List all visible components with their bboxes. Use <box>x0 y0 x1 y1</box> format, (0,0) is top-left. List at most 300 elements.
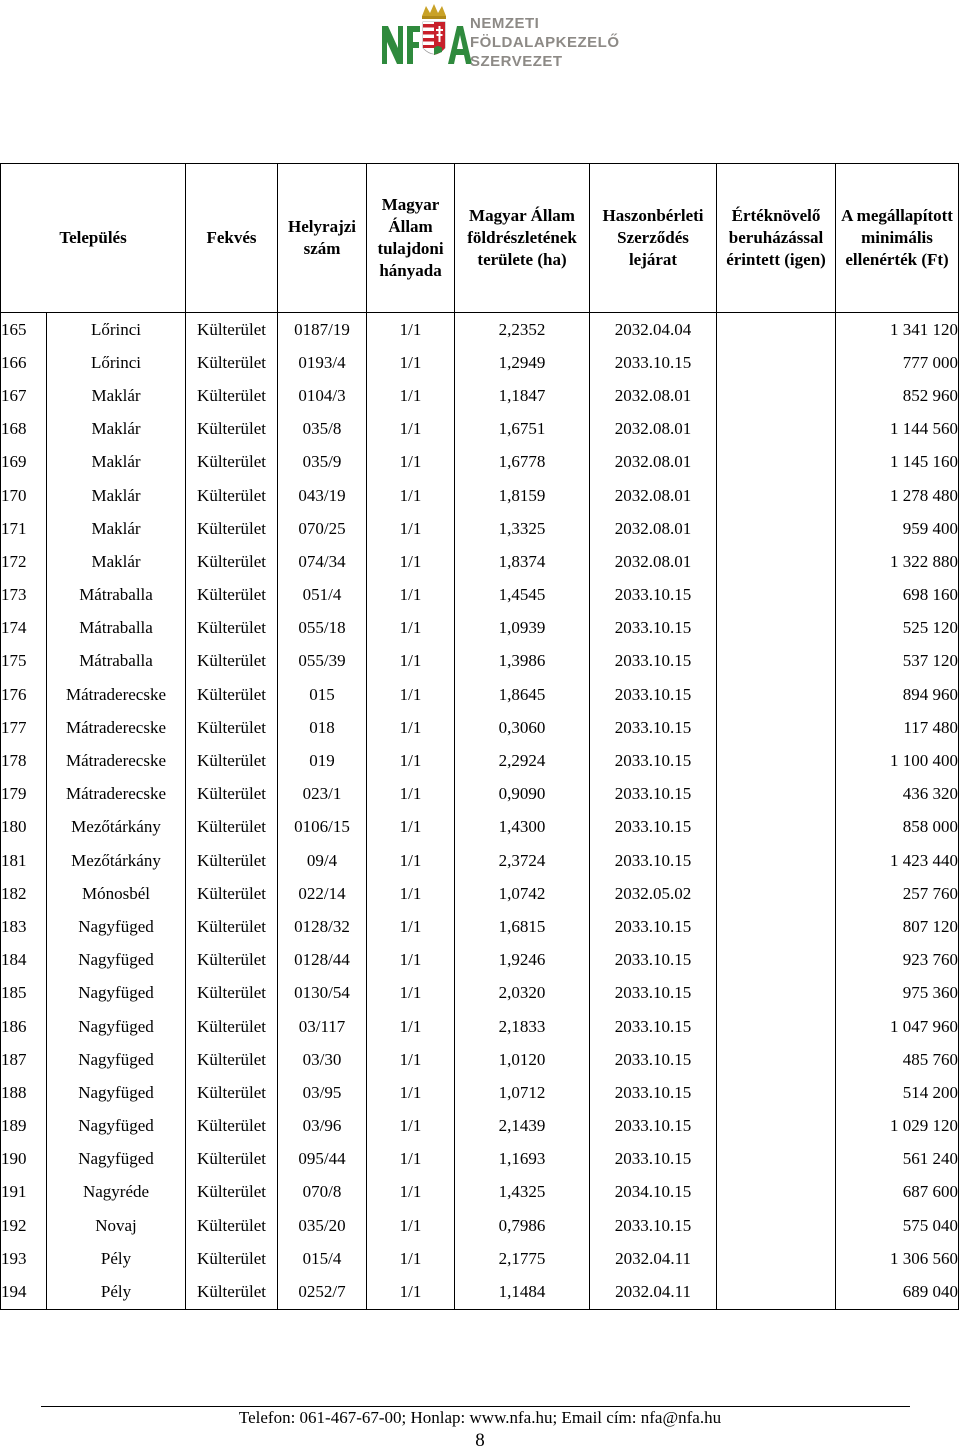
cell-area: 2,1775 <box>455 1242 590 1275</box>
cell-min-price: 777 000 <box>836 346 959 379</box>
org-name-line: SZERVEZET <box>470 53 563 70</box>
cell-row-number: 181 <box>1 844 47 877</box>
cell-lot-number: 095/44 <box>278 1143 367 1176</box>
cell-state-share: 1/1 <box>367 1209 455 1242</box>
cell-row-number: 185 <box>1 977 47 1010</box>
cell-area: 0,3060 <box>455 711 590 744</box>
cell-investment <box>717 977 836 1010</box>
cell-lot-number: 055/39 <box>278 645 367 678</box>
cell-place: Mátraballa <box>47 612 186 645</box>
cell-investment <box>717 811 836 844</box>
cell-row-number: 178 <box>1 744 47 777</box>
table-row <box>1 977 959 1010</box>
cell-location: Külterület <box>186 1242 278 1275</box>
cell-state-share: 1/1 <box>367 910 455 943</box>
cell-state-share: 1/1 <box>367 1043 455 1076</box>
cell-lease-expiry: 2032.04.11 <box>590 1275 717 1309</box>
cell-area: 1,8374 <box>455 545 590 578</box>
cell-area: 1,2949 <box>455 346 590 379</box>
cell-investment <box>717 479 836 512</box>
cell-min-price: 561 240 <box>836 1143 959 1176</box>
table-row <box>1 910 959 943</box>
cell-investment <box>717 1076 836 1109</box>
cell-investment <box>717 612 836 645</box>
cell-location: Külterület <box>186 1043 278 1076</box>
table-row <box>1 346 959 379</box>
cell-row-number: 179 <box>1 778 47 811</box>
cell-area: 1,0712 <box>455 1076 590 1109</box>
cell-min-price: 117 480 <box>836 711 959 744</box>
cell-area: 0,9090 <box>455 778 590 811</box>
cell-min-price: 436 320 <box>836 778 959 811</box>
cell-area: 2,3724 <box>455 844 590 877</box>
cell-place: Nagyfüged <box>47 1143 186 1176</box>
cell-location: Külterület <box>186 313 278 347</box>
cell-location: Külterület <box>186 1110 278 1143</box>
cell-min-price: 1 144 560 <box>836 413 959 446</box>
cell-investment <box>717 678 836 711</box>
cell-lot-number: 051/4 <box>278 579 367 612</box>
cell-state-share: 1/1 <box>367 313 455 347</box>
cell-row-number: 175 <box>1 645 47 678</box>
cell-location: Külterület <box>186 645 278 678</box>
cell-lot-number: 035/8 <box>278 413 367 446</box>
cell-min-price: 1 047 960 <box>836 1010 959 1043</box>
cell-place: Pély <box>47 1275 186 1309</box>
table-row <box>1 944 959 977</box>
cell-state-share: 1/1 <box>367 1176 455 1209</box>
cell-place: Pély <box>47 1242 186 1275</box>
cell-lease-expiry: 2033.10.15 <box>590 346 717 379</box>
cell-area: 1,4545 <box>455 579 590 612</box>
col-header-min-price: A megállapított minimális ellenérték (Ft) <box>836 164 959 313</box>
cell-state-share: 1/1 <box>367 545 455 578</box>
cell-area: 1,4325 <box>455 1176 590 1209</box>
cell-investment <box>717 512 836 545</box>
table-row <box>1 778 959 811</box>
cell-state-share: 1/1 <box>367 744 455 777</box>
cell-investment <box>717 944 836 977</box>
cell-lease-expiry: 2032.04.04 <box>590 313 717 347</box>
cell-investment <box>717 877 836 910</box>
cell-lot-number: 070/25 <box>278 512 367 545</box>
table-row <box>1 512 959 545</box>
cell-min-price: 689 040 <box>836 1275 959 1309</box>
cell-row-number: 169 <box>1 446 47 479</box>
cell-lease-expiry: 2032.08.01 <box>590 512 717 545</box>
table-row <box>1 877 959 910</box>
table-row <box>1 545 959 578</box>
cell-area: 1,1484 <box>455 1275 590 1309</box>
cell-lot-number: 0130/54 <box>278 977 367 1010</box>
cell-area: 1,3325 <box>455 512 590 545</box>
col-header-location: Fekvés <box>186 164 278 313</box>
cell-state-share: 1/1 <box>367 612 455 645</box>
table-row <box>1 379 959 412</box>
cell-min-price: 514 200 <box>836 1076 959 1109</box>
cell-lot-number: 03/117 <box>278 1010 367 1043</box>
cell-lot-number: 0106/15 <box>278 811 367 844</box>
cell-investment <box>717 844 836 877</box>
cell-row-number: 190 <box>1 1143 47 1176</box>
cell-area: 2,0320 <box>455 977 590 1010</box>
cell-place: Mátraballa <box>47 645 186 678</box>
cell-row-number: 182 <box>1 877 47 910</box>
cell-place: Mátraderecske <box>47 778 186 811</box>
cell-place: Nagyfüged <box>47 977 186 1010</box>
cell-lease-expiry: 2033.10.15 <box>590 944 717 977</box>
cell-lot-number: 035/9 <box>278 446 367 479</box>
cell-investment <box>717 579 836 612</box>
cell-lot-number: 0128/44 <box>278 944 367 977</box>
cell-location: Külterület <box>186 346 278 379</box>
cell-min-price: 1 306 560 <box>836 1242 959 1275</box>
cell-location: Külterület <box>186 778 278 811</box>
cell-location: Külterület <box>186 512 278 545</box>
table-row <box>1 1209 959 1242</box>
org-name-line: FÖLDALAPKEZELŐ <box>470 34 620 51</box>
cell-place: Maklár <box>47 545 186 578</box>
coat-of-arms-icon <box>423 22 445 55</box>
address-line: Székhely: 1149 Budapest, Bosnyák tér 5. <box>332 89 628 109</box>
cell-location: Külterület <box>186 545 278 578</box>
table-row <box>1 1110 959 1143</box>
table-row <box>1 446 959 479</box>
cell-lease-expiry: 2032.05.02 <box>590 877 717 910</box>
cell-min-price: 1 029 120 <box>836 1110 959 1143</box>
table-row <box>1 579 959 612</box>
cell-investment <box>717 744 836 777</box>
table-row <box>1 1010 959 1043</box>
cell-min-price: 1 341 120 <box>836 313 959 347</box>
table-row <box>1 1275 959 1309</box>
cell-row-number: 191 <box>1 1176 47 1209</box>
cell-lot-number: 023/1 <box>278 778 367 811</box>
cell-row-number: 188 <box>1 1076 47 1109</box>
cell-area: 2,1833 <box>455 1010 590 1043</box>
cell-min-price: 575 040 <box>836 1209 959 1242</box>
cell-area: 1,6778 <box>455 446 590 479</box>
cell-state-share: 1/1 <box>367 1275 455 1309</box>
cell-lease-expiry: 2033.10.15 <box>590 711 717 744</box>
cell-row-number: 168 <box>1 413 47 446</box>
cell-place: Nagyfüged <box>47 910 186 943</box>
cell-place: Mátraballa <box>47 579 186 612</box>
cell-row-number: 165 <box>1 313 47 347</box>
cell-investment <box>717 413 836 446</box>
col-header-state-share: Magyar Állam tulajdoni hányada <box>367 164 455 313</box>
cell-area: 1,0939 <box>455 612 590 645</box>
table-row <box>1 1076 959 1109</box>
cell-investment <box>717 1209 836 1242</box>
col-header-investment: Értéknövelő beruházással érintett (igen) <box>717 164 836 313</box>
cell-location: Külterület <box>186 612 278 645</box>
cell-row-number: 183 <box>1 910 47 943</box>
cell-row-number: 167 <box>1 379 47 412</box>
cell-area: 1,6815 <box>455 910 590 943</box>
cell-min-price: 894 960 <box>836 678 959 711</box>
cell-location: Külterület <box>186 1076 278 1109</box>
cell-investment <box>717 1176 836 1209</box>
cell-place: Maklár <box>47 446 186 479</box>
cell-area: 0,7986 <box>455 1209 590 1242</box>
cell-min-price: 807 120 <box>836 910 959 943</box>
cell-area: 1,1693 <box>455 1143 590 1176</box>
cell-place: Lőrinci <box>47 346 186 379</box>
cell-lease-expiry: 2033.10.15 <box>590 645 717 678</box>
cell-lease-expiry: 2032.08.01 <box>590 379 717 412</box>
cell-lease-expiry: 2032.08.01 <box>590 479 717 512</box>
cell-min-price: 1 278 480 <box>836 479 959 512</box>
cell-row-number: 193 <box>1 1242 47 1275</box>
cell-state-share: 1/1 <box>367 844 455 877</box>
cell-area: 2,2924 <box>455 744 590 777</box>
cell-place: Mátraderecske <box>47 678 186 711</box>
cell-state-share: 1/1 <box>367 1242 455 1275</box>
cell-min-price: 959 400 <box>836 512 959 545</box>
cell-location: Külterület <box>186 446 278 479</box>
cell-min-price: 1 100 400 <box>836 744 959 777</box>
cell-location: Külterület <box>186 413 278 446</box>
table-row <box>1 313 959 347</box>
cell-area: 1,8159 <box>455 479 590 512</box>
cell-min-price: 537 120 <box>836 645 959 678</box>
cell-state-share: 1/1 <box>367 346 455 379</box>
cell-state-share: 1/1 <box>367 479 455 512</box>
cell-lot-number: 09/4 <box>278 844 367 877</box>
cell-location: Külterület <box>186 678 278 711</box>
cell-location: Külterület <box>186 479 278 512</box>
table-row <box>1 413 959 446</box>
cell-location: Külterület <box>186 844 278 877</box>
cell-lot-number: 015/4 <box>278 1242 367 1275</box>
cell-investment <box>717 545 836 578</box>
cell-place: Maklár <box>47 479 186 512</box>
col-header-place: Település <box>1 164 186 313</box>
table-row <box>1 1043 959 1076</box>
table-row <box>1 645 959 678</box>
cell-location: Külterület <box>186 977 278 1010</box>
cell-investment <box>717 346 836 379</box>
cell-place: Nagyréde <box>47 1176 186 1209</box>
cell-investment <box>717 1110 836 1143</box>
cell-investment <box>717 446 836 479</box>
cell-state-share: 1/1 <box>367 778 455 811</box>
cell-state-share: 1/1 <box>367 944 455 977</box>
cell-row-number: 171 <box>1 512 47 545</box>
cell-lot-number: 0252/7 <box>278 1275 367 1309</box>
cell-location: Külterület <box>186 1275 278 1309</box>
cell-location: Külterület <box>186 1176 278 1209</box>
table-row <box>1 1143 959 1176</box>
cell-area: 1,3986 <box>455 645 590 678</box>
cell-place: Nagyfüged <box>47 944 186 977</box>
cell-row-number: 170 <box>1 479 47 512</box>
cell-state-share: 1/1 <box>367 1076 455 1109</box>
cell-location: Külterület <box>186 910 278 943</box>
col-header-lot-number: Helyrajzi szám <box>278 164 367 313</box>
cell-lease-expiry: 2033.10.15 <box>590 1043 717 1076</box>
cell-location: Külterület <box>186 877 278 910</box>
cell-place: Nagyfüged <box>47 1043 186 1076</box>
cell-lease-expiry: 2033.10.15 <box>590 579 717 612</box>
cell-min-price: 687 600 <box>836 1176 959 1209</box>
table-row <box>1 1176 959 1209</box>
cell-state-share: 1/1 <box>367 1010 455 1043</box>
cell-lease-expiry: 2032.08.01 <box>590 413 717 446</box>
cell-state-share: 1/1 <box>367 446 455 479</box>
cell-state-share: 1/1 <box>367 512 455 545</box>
cell-place: Mátraderecske <box>47 744 186 777</box>
cell-lease-expiry: 2032.08.01 <box>590 446 717 479</box>
cell-area: 1,6751 <box>455 413 590 446</box>
cell-investment <box>717 910 836 943</box>
cell-lease-expiry: 2033.10.15 <box>590 778 717 811</box>
cell-place: Nagyfüged <box>47 1076 186 1109</box>
cell-lease-expiry: 2033.10.15 <box>590 1143 717 1176</box>
cell-row-number: 186 <box>1 1010 47 1043</box>
cell-investment <box>717 1143 836 1176</box>
cell-place: Mátraderecske <box>47 711 186 744</box>
cell-row-number: 192 <box>1 1209 47 1242</box>
cell-location: Külterület <box>186 711 278 744</box>
table-row <box>1 844 959 877</box>
cell-lease-expiry: 2033.10.15 <box>590 1110 717 1143</box>
cell-lease-expiry: 2033.10.15 <box>590 744 717 777</box>
cell-investment <box>717 645 836 678</box>
cell-area: 1,8645 <box>455 678 590 711</box>
registry-line: Törzskönyvi azonosítószám: 775706 <box>347 112 613 132</box>
cell-state-share: 1/1 <box>367 379 455 412</box>
cell-row-number: 189 <box>1 1110 47 1143</box>
cell-investment <box>717 711 836 744</box>
cell-lot-number: 0187/19 <box>278 313 367 347</box>
table-row <box>1 811 959 844</box>
table-row <box>1 678 959 711</box>
cell-lot-number: 070/8 <box>278 1176 367 1209</box>
cell-row-number: 174 <box>1 612 47 645</box>
cell-row-number: 176 <box>1 678 47 711</box>
cell-lease-expiry: 2032.08.01 <box>590 545 717 578</box>
cell-lease-expiry: 2033.10.15 <box>590 811 717 844</box>
cell-lot-number: 019 <box>278 744 367 777</box>
cell-investment <box>717 1242 836 1275</box>
cell-row-number: 194 <box>1 1275 47 1309</box>
cell-lot-number: 074/34 <box>278 545 367 578</box>
table-row <box>1 612 959 645</box>
table-row <box>1 1242 959 1275</box>
cell-min-price: 923 760 <box>836 944 959 977</box>
cell-place: Mónosbél <box>47 877 186 910</box>
cell-investment <box>717 1010 836 1043</box>
cell-place: Maklár <box>47 379 186 412</box>
cell-min-price: 1 145 160 <box>836 446 959 479</box>
cell-lot-number: 043/19 <box>278 479 367 512</box>
cell-location: Külterület <box>186 1209 278 1242</box>
cell-place: Mezőtárkány <box>47 811 186 844</box>
cell-lot-number: 018 <box>278 711 367 744</box>
page-number: 8 <box>475 1430 485 1451</box>
cell-place: Nagyfüged <box>47 1010 186 1043</box>
cell-min-price: 485 760 <box>836 1043 959 1076</box>
table-row <box>1 711 959 744</box>
cell-state-share: 1/1 <box>367 1110 455 1143</box>
cell-lease-expiry: 2033.10.15 <box>590 910 717 943</box>
cell-lot-number: 0128/32 <box>278 910 367 943</box>
cell-investment <box>717 1275 836 1309</box>
cell-state-share: 1/1 <box>367 1143 455 1176</box>
cell-lot-number: 015 <box>278 678 367 711</box>
org-name <box>470 14 620 71</box>
cell-location: Külterület <box>186 1143 278 1176</box>
cell-location: Külterület <box>186 579 278 612</box>
cell-state-share: 1/1 <box>367 877 455 910</box>
cell-state-share: 1/1 <box>367 678 455 711</box>
cell-lease-expiry: 2033.10.15 <box>590 612 717 645</box>
cell-min-price: 1 322 880 <box>836 545 959 578</box>
cell-min-price: 852 960 <box>836 379 959 412</box>
table-header-row <box>1 164 959 313</box>
cell-lot-number: 035/20 <box>278 1209 367 1242</box>
cell-lot-number: 055/18 <box>278 612 367 645</box>
cell-place: Mezőtárkány <box>47 844 186 877</box>
cell-lease-expiry: 2033.10.15 <box>590 678 717 711</box>
cell-row-number: 173 <box>1 579 47 612</box>
org-name-line: NEMZETI <box>470 15 540 32</box>
cell-state-share: 1/1 <box>367 977 455 1010</box>
table-row <box>1 479 959 512</box>
cell-row-number: 187 <box>1 1043 47 1076</box>
cell-row-number: 177 <box>1 711 47 744</box>
cell-lot-number: 0193/4 <box>278 346 367 379</box>
cell-investment <box>717 1043 836 1076</box>
cell-row-number: 180 <box>1 811 47 844</box>
cell-lot-number: 022/14 <box>278 877 367 910</box>
cell-place: Novaj <box>47 1209 186 1242</box>
crown-icon <box>422 4 446 19</box>
cell-row-number: 166 <box>1 346 47 379</box>
cell-lease-expiry: 2033.10.15 <box>590 977 717 1010</box>
cell-row-number: 172 <box>1 545 47 578</box>
cell-place: Maklár <box>47 512 186 545</box>
cell-location: Külterület <box>186 379 278 412</box>
cell-state-share: 1/1 <box>367 711 455 744</box>
cell-state-share: 1/1 <box>367 579 455 612</box>
cell-place: Nagyfüged <box>47 1110 186 1143</box>
footer-divider <box>41 1406 910 1407</box>
col-header-lease-expiry: Haszonbérleti Szerződés lejárat <box>590 164 717 313</box>
cell-investment <box>717 313 836 347</box>
cell-state-share: 1/1 <box>367 645 455 678</box>
cell-place: Lőrinci <box>47 313 186 347</box>
cell-lease-expiry: 2032.04.11 <box>590 1242 717 1275</box>
cell-area: 1,1847 <box>455 379 590 412</box>
cell-min-price: 698 160 <box>836 579 959 612</box>
cell-state-share: 1/1 <box>367 811 455 844</box>
cell-location: Külterület <box>186 1010 278 1043</box>
cell-investment <box>717 379 836 412</box>
cell-area: 1,0120 <box>455 1043 590 1076</box>
cell-min-price: 1 423 440 <box>836 844 959 877</box>
cell-lease-expiry: 2033.10.15 <box>590 1209 717 1242</box>
cell-lot-number: 03/95 <box>278 1076 367 1109</box>
land-table <box>0 163 959 1310</box>
cell-min-price: 975 360 <box>836 977 959 1010</box>
cell-lease-expiry: 2033.10.15 <box>590 844 717 877</box>
col-header-area: Magyar Állam földrészletének területe (ha) <box>455 164 590 313</box>
cell-min-price: 525 120 <box>836 612 959 645</box>
cell-min-price: 858 000 <box>836 811 959 844</box>
